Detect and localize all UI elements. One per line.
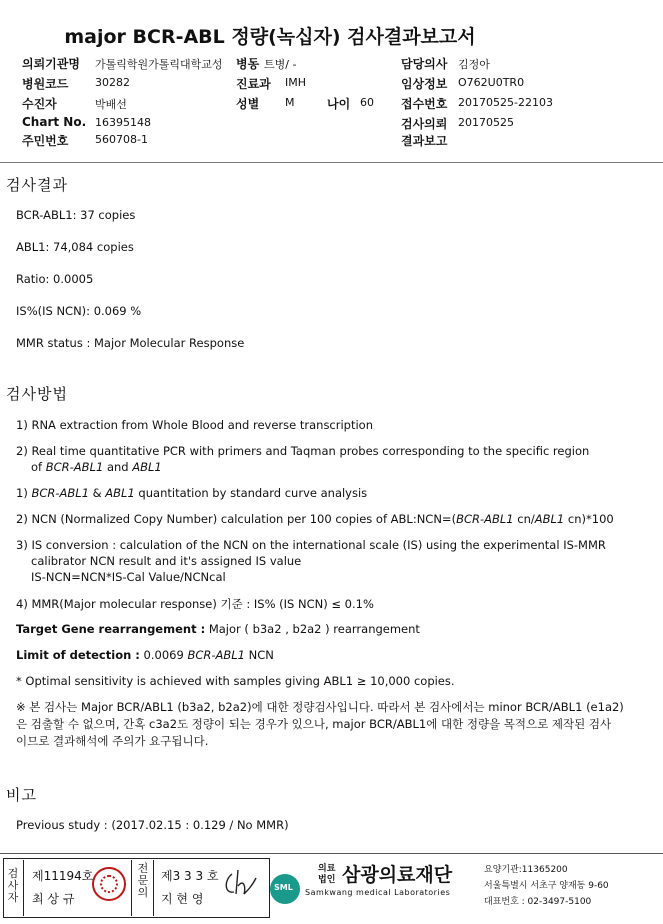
institution-label: 의뢰기관명 xyxy=(22,57,80,71)
seal-stamp-icon xyxy=(92,867,126,901)
lod-label: Limit of detection : xyxy=(16,648,140,662)
sex-label: 성별 xyxy=(236,97,260,111)
method-item-5-cont: calibrator NCN result and it's assigned IS value xyxy=(31,554,302,568)
text: 1) xyxy=(16,486,32,500)
id-value: 560708-1 xyxy=(95,133,148,146)
foundation-name: 삼광의료재단 xyxy=(342,864,453,886)
target-gene xyxy=(16,622,420,636)
age-label: 나이 xyxy=(327,97,351,111)
hospital-code-value: 30282 xyxy=(95,76,130,89)
divider xyxy=(0,162,663,163)
previous-study: Previous study : (2017.02.15 : 0.129 / No MMR) xyxy=(16,818,289,832)
divider xyxy=(23,860,24,916)
text: 의료 xyxy=(318,864,336,874)
request-value: 20170525 xyxy=(458,116,514,129)
method-item-5: 3) IS conversion : calculation of the NCN on the international scale (IS) using the experimental IS-MMR xyxy=(16,538,606,552)
text: & xyxy=(89,486,106,500)
result-line: ABL1: 74,084 copies xyxy=(16,240,134,254)
examiner-label: 검사자 xyxy=(7,867,19,904)
report-label: 결과보고 xyxy=(401,134,448,148)
target-label: Target Gene rearrangement : xyxy=(16,622,206,636)
chart-no-value: 16395148 xyxy=(95,116,151,129)
gene-bcr-abl1: BCR-ABL1 xyxy=(31,486,90,500)
age-value: 60 xyxy=(360,96,374,109)
text: cn)*100 xyxy=(564,512,614,526)
note-line: ※ 본 검사는 Major BCR/ABL1 (b3a2, b2a2)에 대한 정량검사입니다. 따라서 본 검사에서는 minor BCR/ABL1 (e1a2) xyxy=(16,700,624,714)
ward-label: 병동 xyxy=(236,57,260,71)
method-item-6: 4) MMR(Major molecular response) 기준 : IS% (IS NCN) ≤ 0.1% xyxy=(16,597,374,611)
remarks-heading: 비고 xyxy=(6,786,37,804)
text: NCN xyxy=(245,648,274,662)
phone: 대표번호 : 02-3497-5100 xyxy=(484,897,592,907)
specialist-name: 지 현 영 xyxy=(161,892,204,906)
chart-no-label: Chart No. xyxy=(22,115,87,129)
hospital-code-label: 병원코드 xyxy=(22,77,69,91)
text: 법인 xyxy=(318,875,336,885)
gene-bcr-abl1: BCR-ABL1 xyxy=(456,512,514,526)
gene-abl1: ABL1 xyxy=(105,486,135,500)
examiner-license: 제11194호 xyxy=(32,869,94,883)
institution-code: 요양기관:11365200 xyxy=(484,865,568,875)
optimal-sensitivity: * Optimal sensitivity is achieved with samples giving ABL1 ≥ 10,000 copies. xyxy=(16,674,455,688)
examiner-name: 최 상 규 xyxy=(32,892,75,906)
address: 서울특별시 서초구 양재동 9-60 xyxy=(484,881,609,891)
gene-bcr-abl1: BCR-ABL1 xyxy=(187,648,245,662)
method-item-2-cont xyxy=(31,460,162,474)
limit-of-detection xyxy=(16,648,274,662)
method-item-1: 1) RNA extraction from Whole Blood and reverse transcription xyxy=(16,418,374,432)
doctor-value: 김정아 xyxy=(458,58,490,71)
result-line: BCR-ABL1: 37 copies xyxy=(16,208,136,222)
clinical-label: 임상정보 xyxy=(401,77,448,91)
divider xyxy=(131,860,132,916)
text: and xyxy=(103,460,133,474)
text: 0.0069 xyxy=(139,648,188,662)
id-label: 주민번호 xyxy=(22,134,69,148)
specialist-label: 전문의 xyxy=(137,862,149,899)
note-line: 은 검출할 수 없으며, 간혹 c3a2도 정량이 되는 경우가 있으나, major BCR/ABL1에 대한 정량을 목적으로 제작된 검사 xyxy=(16,717,612,731)
gene-abl1: ABL1 xyxy=(132,460,162,474)
method-item-3 xyxy=(16,486,367,500)
signature-icon xyxy=(222,866,260,900)
text: quantitation by standard curve analysis xyxy=(134,486,368,500)
text: cn/ xyxy=(513,512,535,526)
result-line: MMR status : Major Molecular Response xyxy=(16,336,245,350)
specialist-license: 제3 3 3 호 xyxy=(161,869,219,883)
request-label: 검사의뢰 xyxy=(401,117,448,131)
logo-text: SML xyxy=(274,883,293,892)
report-title: major BCR-ABL 정량(녹십자) 검사결과보고서 xyxy=(64,26,476,48)
method-item-5-formula: IS-NCN=NCN*IS-Cal Value/NCNcal xyxy=(31,570,226,584)
footer xyxy=(0,853,663,924)
receipt-label: 접수번호 xyxy=(401,97,448,111)
patient-value: 박배선 xyxy=(95,98,127,111)
gene-abl1: ABL1 xyxy=(534,512,565,526)
result-line: Ratio: 0.0005 xyxy=(16,272,94,286)
method-item-2: 2) Real time quantitative PCR with primers and Taqman probes corresponding to the specific region xyxy=(16,444,590,458)
results-heading: 검사결과 xyxy=(6,176,68,194)
institution-value: 가톨릭학원가톨릭대학교성 xyxy=(95,58,223,71)
target-value: Major ( b3a2 , b2a2 ) rearrangement xyxy=(205,622,420,636)
ward-value: 트병/ - xyxy=(264,58,297,71)
note-line: 이므로 결과해석에 주의가 요구됩니다. xyxy=(16,734,209,748)
sex-value: M xyxy=(285,96,295,109)
patient-label: 수진자 xyxy=(22,97,57,111)
receipt-value: 20170525-22103 xyxy=(458,96,553,109)
gene-bcr-abl1: BCR-ABL1 xyxy=(45,460,104,474)
divider xyxy=(153,860,154,916)
foundation-english: Samkwang medical Laboratories xyxy=(305,888,451,897)
result-line: IS%(IS NCN): 0.069 % xyxy=(16,304,142,318)
text: of xyxy=(31,460,46,474)
method-item-4 xyxy=(16,512,614,526)
foundation-small xyxy=(318,864,335,886)
doctor-label: 담당의사 xyxy=(401,57,448,71)
dept-label: 진료과 xyxy=(236,77,271,91)
dept-value: IMH xyxy=(285,76,307,89)
sml-logo-icon xyxy=(270,874,300,904)
text: 2) NCN (Normalized Copy Number) calculation per 100 copies of ABL:NCN=( xyxy=(16,512,457,526)
clinical-value: O762U0TR0 xyxy=(458,76,525,89)
method-heading: 검사방법 xyxy=(6,385,68,403)
